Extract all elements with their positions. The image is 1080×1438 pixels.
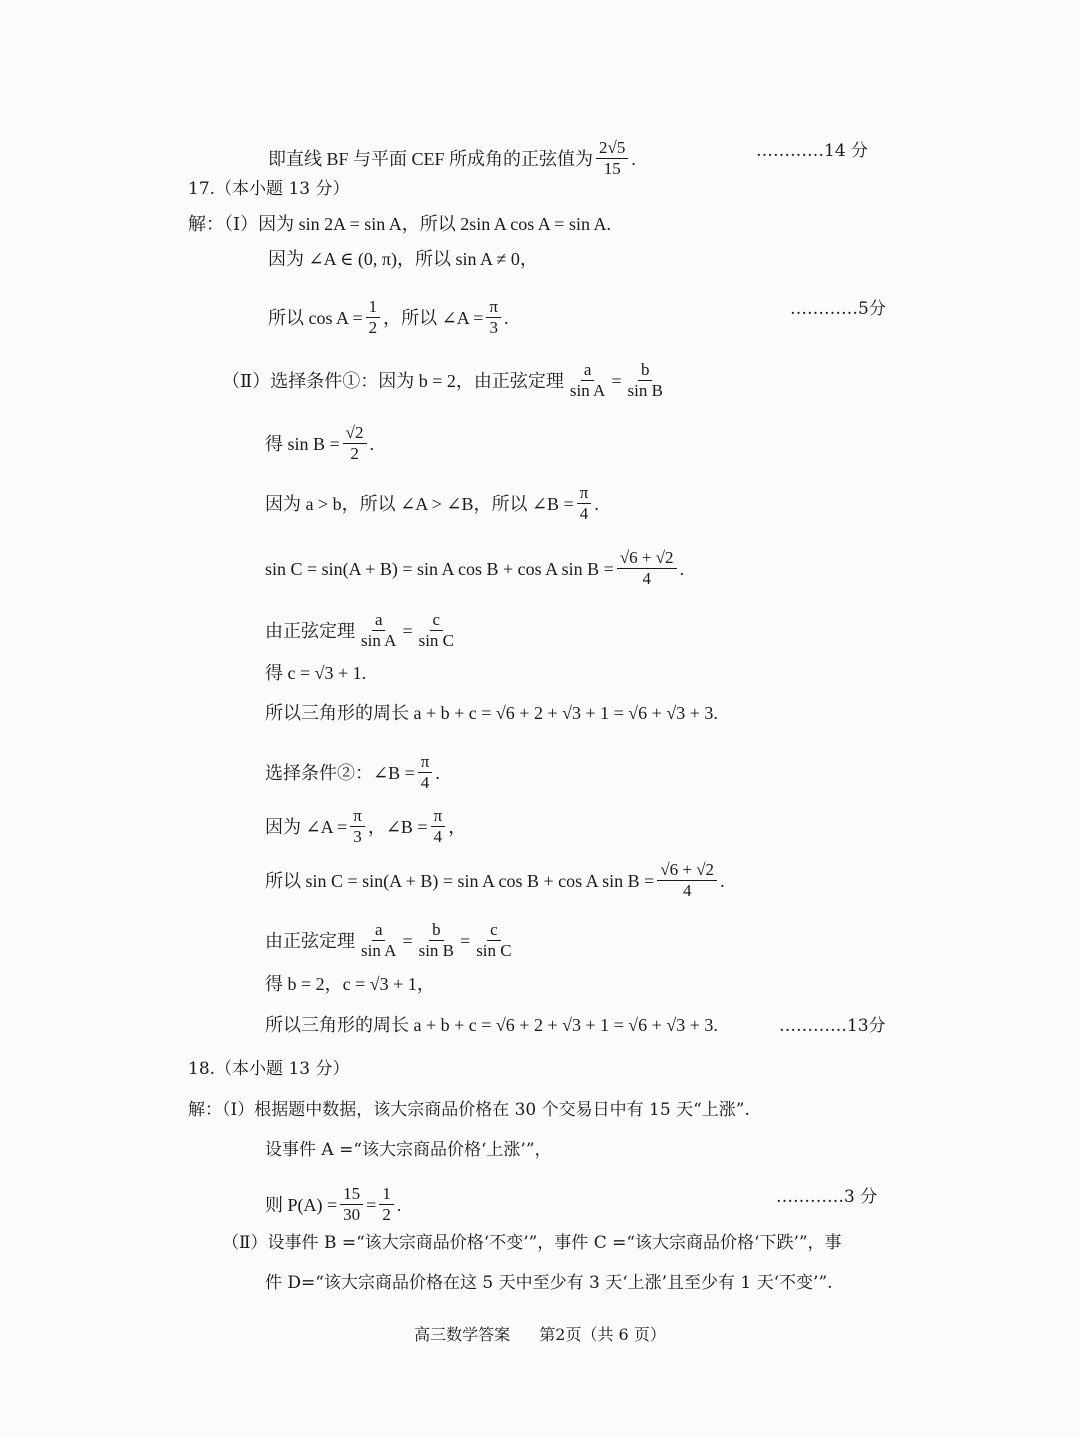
line-15: 所以 sin C = sin(A + B) = sin A cos B + cos A sin B = $\frac{√6 + √2}{4}$ . bbox=[265, 860, 725, 900]
line-18: 所以三角形的周长 a + b + c = √6 + 2 + √3 + 1 = √6 + √3 + 3. bbox=[265, 1015, 718, 1035]
problem-18-heading: 18.（本小题 13 分） bbox=[188, 1059, 350, 1079]
line-3: 解：（Ⅰ）因为 sin 2A = sin A，所以 2sin A cos A = sin A. bbox=[188, 214, 611, 234]
line-17: 得 b = 2，c = √3 + 1， bbox=[265, 974, 435, 994]
score-14: …………14 分 bbox=[756, 141, 869, 161]
line-7: 得 sin B = $\frac{√2}{2}$ . bbox=[265, 423, 375, 463]
line-23: （Ⅱ）设事件 B =“该大宗商品价格‘不变’”，事件 C =“该大宗商品价格‘下跌’”，事 bbox=[222, 1233, 842, 1253]
line-1: 即直线 BF 与平面 CEF 所成角的正弦值为 $\frac{2√5}{15}$ . bbox=[268, 138, 636, 178]
line-21: 设事件 A =“该大宗商品价格‘上涨’”， bbox=[265, 1140, 552, 1160]
line-20: 解：（Ⅰ）根据题中数据，该大宗商品价格在 30 个交易日中有 15 天“上涨”. bbox=[188, 1100, 750, 1120]
line-13: 选择条件②：∠B = $\frac{\pi}{4}$ . bbox=[265, 752, 440, 792]
line-14: 因为 ∠A = $\frac{\pi}{3}$ ，∠B = $\frac{\pi}{4}$ ， bbox=[265, 806, 467, 846]
footer-page: 第2页（共 6 页） bbox=[539, 1325, 666, 1344]
line-9: sin C = sin(A + B) = sin A cos B + cos A sin B = $\frac{√6 + √2}{4}$ . bbox=[265, 548, 685, 588]
line-22: 则 P(A) = $\frac{15}{30}$ = $\frac{1}{2}$ . bbox=[265, 1184, 402, 1224]
score-13: …………13分 bbox=[779, 1016, 886, 1036]
line-4: 因为 ∠A ∈ (0, π)，所以 sin A ≠ 0， bbox=[268, 249, 538, 269]
line-10: 由正弦定理 $\frac{a}{\text{sin A}}$ = $\frac{c}{\text{sin C}}$ bbox=[265, 610, 455, 650]
line-1-text: 即直线 BF 与平面 CEF 所成角的正弦值为 bbox=[268, 148, 594, 169]
line-6: （Ⅱ）选择条件①：因为 b = 2，由正弦定理 $\frac{a}{\text{sin A}}$ = $\frac{b}{\text{sin B}}$ bbox=[222, 360, 663, 400]
line-11: 得 c = √3 + 1. bbox=[265, 663, 367, 683]
line-24: 件 D=“该大宗商品价格在这 5 天中至少有 3 天‘上涨’且至少有 1 天‘不变’”. bbox=[265, 1273, 833, 1293]
problem-17-heading: 17.（本小题 13 分） bbox=[188, 179, 350, 199]
score-3: …………3 分 bbox=[776, 1187, 878, 1207]
score-5: …………5分 bbox=[790, 299, 886, 319]
line-8: 因为 a > b，所以 ∠A > ∠B，所以 ∠B = $\frac{\pi}{4}$ . bbox=[265, 483, 599, 523]
line-12: 所以三角形的周长 a + b + c = √6 + 2 + √3 + 1 = √6 + √3 + 3. bbox=[265, 703, 718, 723]
line-5: 所以 cos A = $\frac{1}{2}$ ，所以 ∠A = $\frac{\pi}{3}$ . bbox=[268, 297, 509, 337]
footer-title: 高三数学答案 bbox=[414, 1325, 511, 1344]
page-footer bbox=[0, 1322, 1080, 1345]
line-16: 由正弦定理 $\frac{a}{\text{sin A}}$ = $\frac{b}{\text{sin B}}$ = $\frac{c}{\text{sin C}}$ bbox=[265, 920, 512, 960]
fraction: $\frac{2√5}{15}$ bbox=[596, 138, 628, 179]
